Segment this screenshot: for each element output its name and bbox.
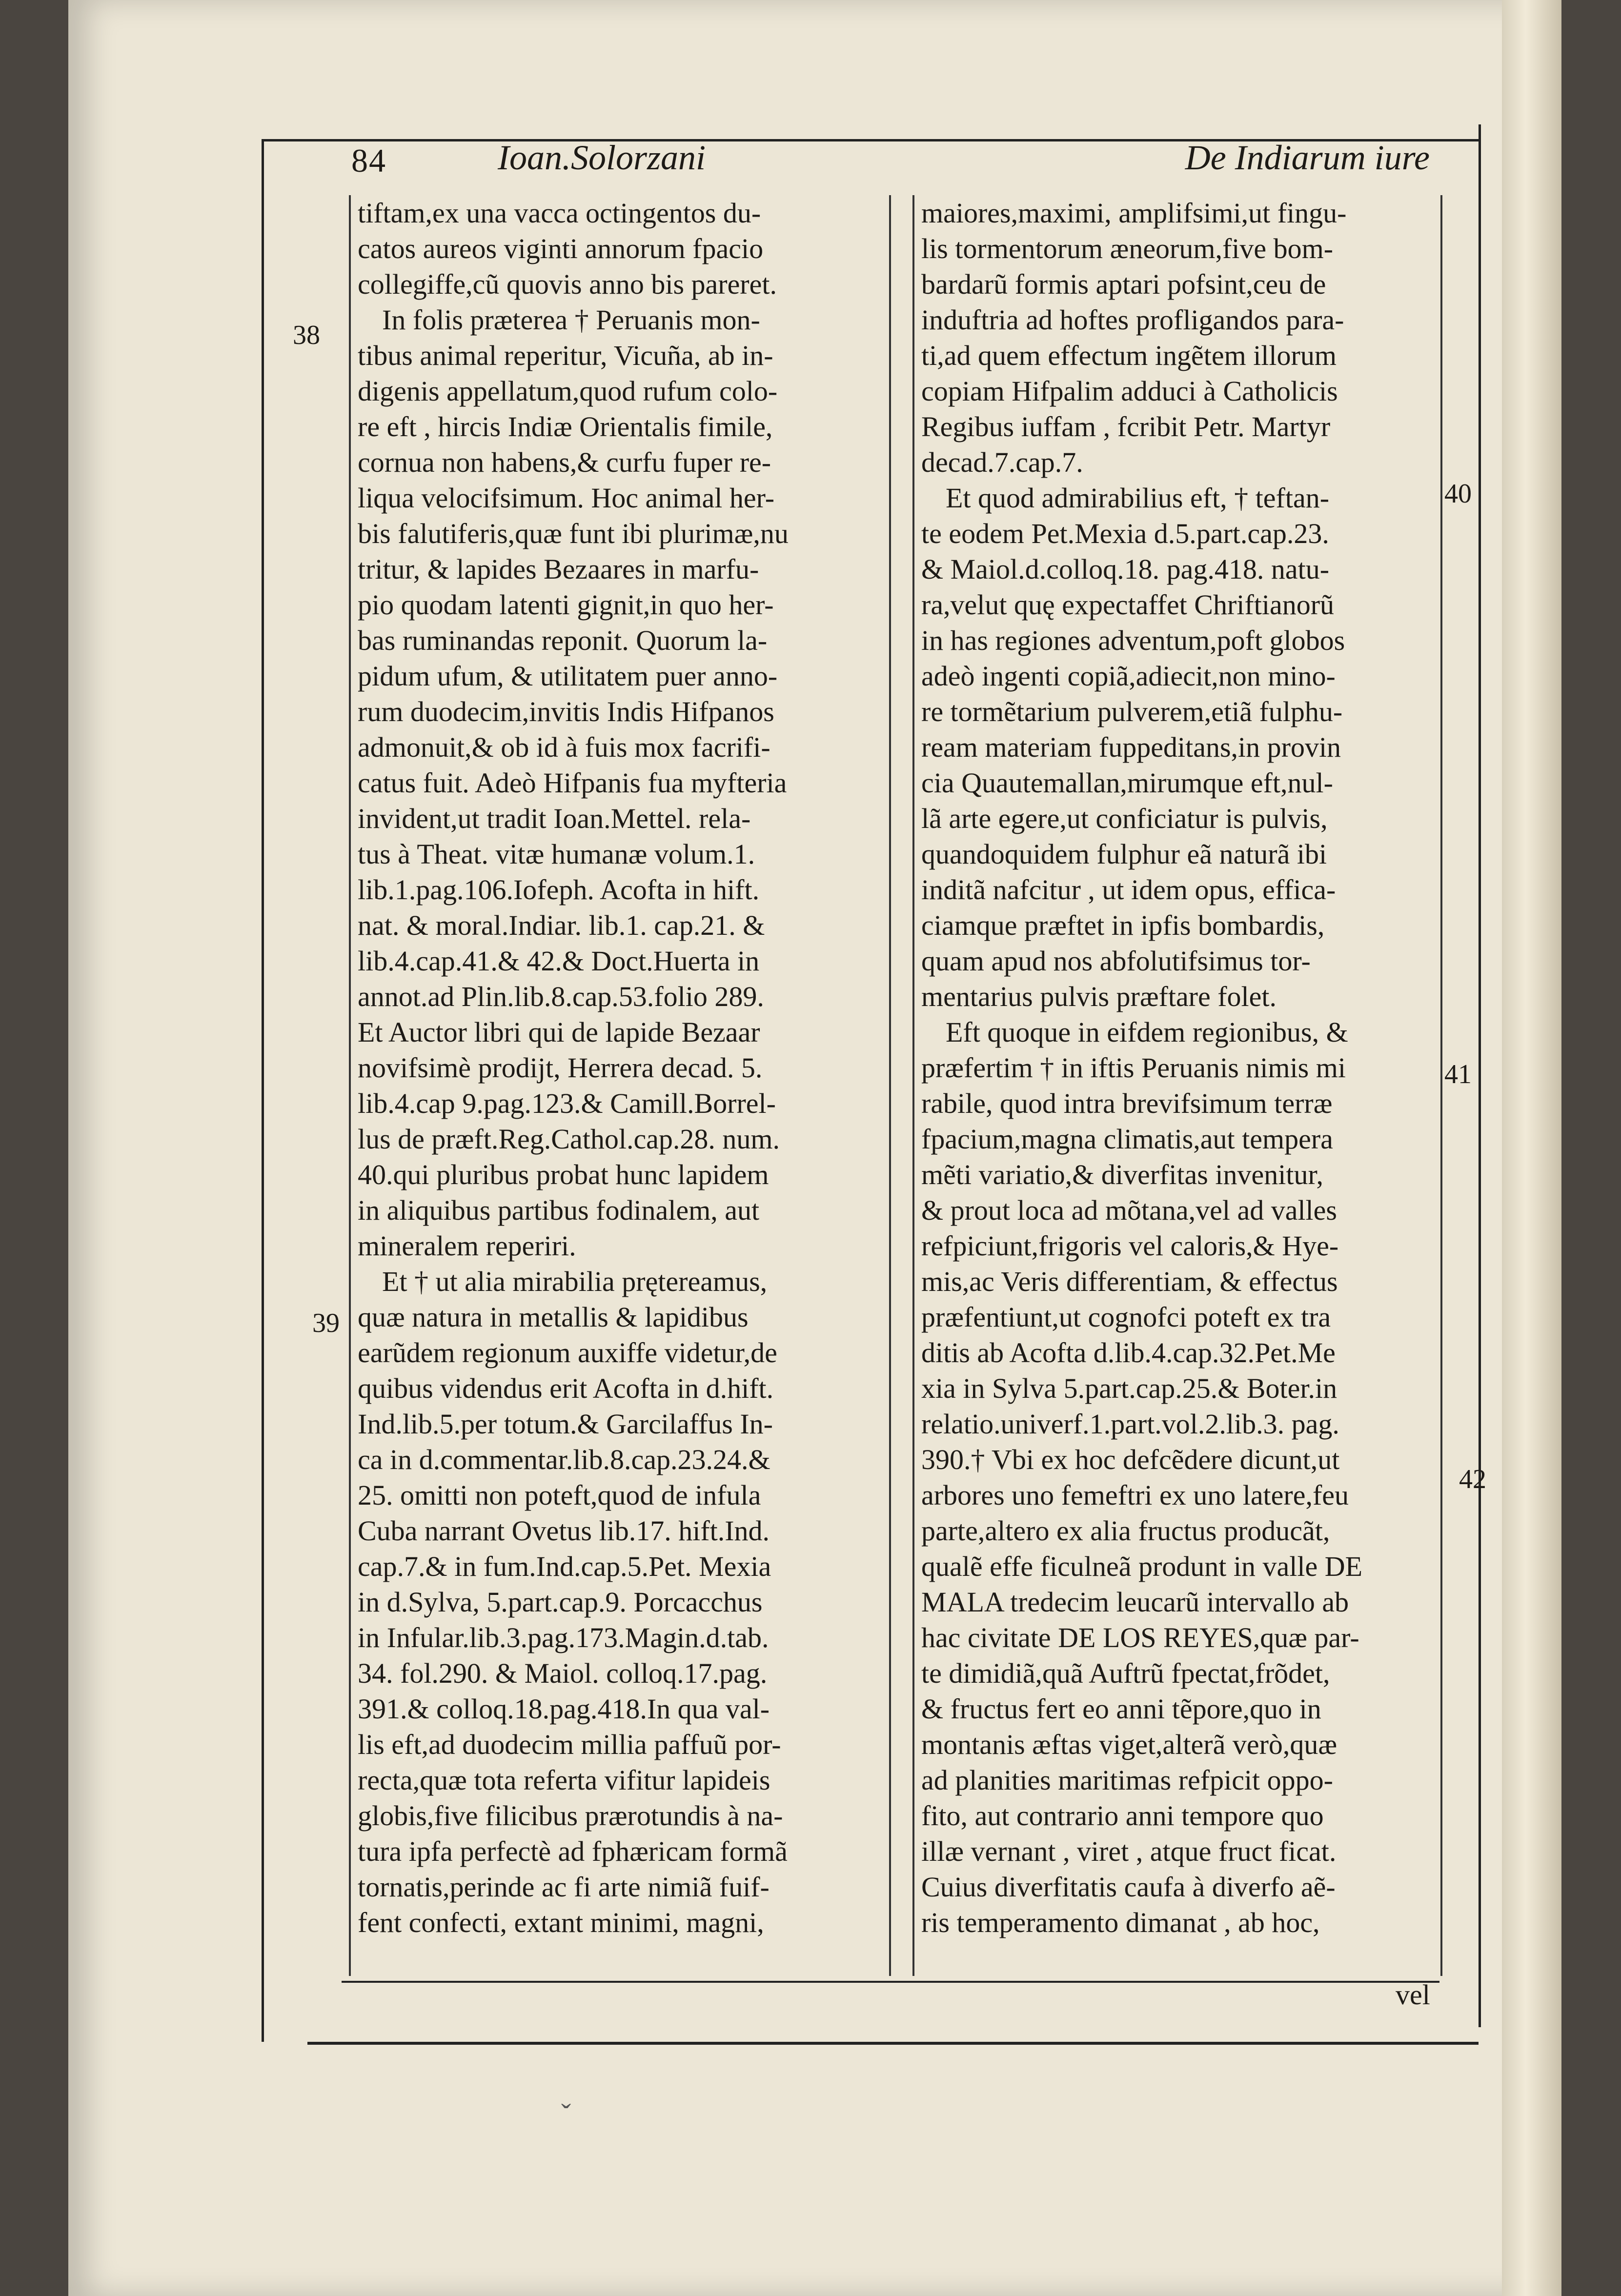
- text-line: Ind.lib.5.per totum.& Garcilaffus In-: [358, 1408, 773, 1440]
- text-line: lib.4.cap.41.& 42.& Doct.Huerta in: [358, 945, 760, 977]
- text-line: recta,quæ tota referta vifitur lapideis: [358, 1764, 770, 1796]
- text-line: ad planities maritimas refpicit oppo-: [921, 1764, 1333, 1796]
- text-line: MALA tredecim leucarũ intervallo ab: [921, 1586, 1349, 1618]
- running-head-author: Ioan.Solorzani: [498, 138, 706, 177]
- text-line: & prout loca ad mõtana,vel ad valles: [921, 1194, 1337, 1226]
- text-line: mineralem reperiri.: [358, 1230, 576, 1262]
- text-line: tritur, & lapides Bezaares in marfu-: [358, 553, 759, 585]
- folio-number: 84: [351, 142, 386, 179]
- text-line: in Infular.lib.3.pag.173.Magin.d.tab.: [358, 1622, 769, 1653]
- marginal-number-42: 42: [1459, 1464, 1486, 1494]
- text-line: tiftam,ex una vacca octingentos du-: [358, 197, 761, 229]
- text-line: tibus animal reperitur, Vicuña, ab in-: [358, 340, 773, 371]
- text-line: fito, aut contrario anni tempore quo: [921, 1800, 1324, 1832]
- text-line: ra,velut quę expectaffet Chriftianorũ: [921, 589, 1335, 621]
- text-line: 25. omitti non poteft,quod de infula: [358, 1479, 761, 1511]
- text-line: admonuit,& ob id à fuis mox facrifi-: [358, 731, 770, 763]
- text-line: xia in Sylva 5.part.cap.25.& Boter.in: [921, 1372, 1337, 1404]
- text-line: & fructus fert eo anni tẽpore,quo in: [921, 1693, 1321, 1725]
- text-line: ca in d.commentar.lib.8.cap.23.24.&: [358, 1444, 770, 1475]
- text-line: copiam Hifpalim adduci à Catholicis: [921, 375, 1338, 407]
- text-line: mis,ac Veris differentiam, & effectus: [921, 1266, 1338, 1297]
- text-line: In folis præterea † Peruanis mon-: [382, 304, 760, 336]
- text-line: lã arte egere,ut conficiatur is pulvis,: [921, 803, 1328, 834]
- text-line: lib.4.cap 9.pag.123.& Camill.Borrel-: [358, 1088, 776, 1119]
- text-line: Cuba narrant Ovetus lib.17. hift.Ind.: [358, 1515, 770, 1547]
- text-line: nat. & moral.Indiar. lib.1. cap.21. &: [358, 909, 765, 941]
- text-line: 34. fol.290. & Maiol. colloq.17.pag.: [358, 1657, 768, 1689]
- frame-rule-right: [1479, 124, 1481, 2027]
- text-line: in d.Sylva, 5.part.cap.9. Porcacchus: [358, 1586, 763, 1618]
- catchword: vel: [1396, 1979, 1430, 2011]
- text-line: collegiffe,cũ quovis anno bis pareret.: [358, 268, 777, 300]
- right-text-column: [912, 195, 1442, 1976]
- text-line: fpacium,magna climatis,aut tempera: [921, 1123, 1333, 1155]
- text-line: tus à Theat. vitæ humanæ volum.1.: [358, 838, 755, 870]
- text-line: adeò ingenti copiã,adiecit,non mino-: [921, 660, 1336, 692]
- text-line: inditã nafcitur , ut idem opus, effica-: [921, 874, 1336, 906]
- left-text-column: [349, 195, 891, 1976]
- text-line: ti,ad quem effectum ingẽtem illorum: [921, 340, 1337, 371]
- text-line: quandoquidem fulphur eã naturã ibi: [921, 838, 1327, 870]
- text-line: rabile, quod intra brevifsimum terræ: [921, 1088, 1333, 1119]
- text-line: lus de præft.Reg.Cathol.cap.28. num.: [358, 1123, 780, 1155]
- text-line: quam apud nos abfolutifsimus tor-: [921, 945, 1311, 977]
- text-line: maiores,maximi, amplifsimi,ut fingu-: [921, 197, 1347, 229]
- frame-rule-inner-bottom: [342, 1981, 1439, 1983]
- text-line: 390.† Vbi ex hoc defcẽdere dicunt,ut: [921, 1444, 1340, 1475]
- text-line: rum duodecim,invitis Indis Hifpanos: [358, 696, 774, 727]
- text-line: induftria ad hoftes profligandos para-: [921, 304, 1344, 336]
- text-line: invident,ut tradit Ioan.Mettel. rela-: [358, 803, 751, 834]
- text-line: quibus videndus erit Acofta in d.hift.: [358, 1372, 774, 1404]
- text-line: Et † ut alia mirabilia prętereamus,: [382, 1266, 768, 1297]
- text-line: relatio.univerf.1.part.vol.2.lib.3. pag.: [921, 1408, 1339, 1440]
- text-line: pio quodam latenti gignit,in quo her-: [358, 589, 774, 621]
- text-line: arbores uno femeftri ex uno latere,feu: [921, 1479, 1349, 1511]
- text-line: mentarius pulvis præftare folet.: [921, 981, 1277, 1012]
- text-line: cia Quautemallan,mirumque eft,nul-: [921, 767, 1333, 799]
- text-line: lis eft,ad duodecim millia paffuũ por-: [358, 1729, 781, 1760]
- text-line: Regibus iuffam , fcribit Petr. Martyr: [921, 411, 1331, 443]
- pen-mark: ˇ: [561, 2098, 571, 2131]
- text-line: digenis appellatum,quod rufum colo-: [358, 375, 778, 407]
- running-head-title: De Indiarum iure: [1185, 138, 1430, 177]
- text-line: catus fuit. Adeò Hifpanis fua myfteria: [358, 767, 787, 799]
- text-line: in has regiones adventum,poft globos: [921, 624, 1345, 656]
- text-line: te eodem Pet.Mexia d.5.part.cap.23.: [921, 518, 1329, 549]
- text-line: & Maiol.d.colloq.18. pag.418. natu-: [921, 553, 1330, 585]
- text-line: globis,five filicibus prærotundis à na-: [358, 1800, 783, 1832]
- text-line: Et quod admirabilius eft, † teftan-: [946, 482, 1330, 514]
- marginal-number-39: 39: [312, 1308, 340, 1338]
- marginal-number-40: 40: [1444, 479, 1472, 509]
- text-line: lis tormentorum æneorum,five bom-: [921, 233, 1334, 264]
- marginal-number-41: 41: [1444, 1059, 1472, 1089]
- text-line: annot.ad Plin.lib.8.cap.53.folio 289.: [358, 981, 764, 1012]
- frame-rule-left: [262, 139, 264, 2042]
- text-line: Eft quoque in eifdem regionibus, &: [946, 1016, 1348, 1048]
- marginal-number-38: 38: [293, 320, 320, 350]
- text-line: lib.1.pag.106.Iofeph. Acofta in hift.: [358, 874, 760, 906]
- text-line: cornua non habens,& curfu fuper re-: [358, 446, 771, 478]
- text-line: fent confecti, extant minimi, magni,: [358, 1907, 764, 1938]
- text-line: novifsimè prodijt, Herrera decad. 5.: [358, 1052, 763, 1084]
- text-line: in aliquibus partibus fodinalem, aut: [358, 1194, 760, 1226]
- text-line: re tormẽtarium pulverem,etiã fulphu-: [921, 696, 1343, 727]
- text-line: 391.& colloq.18.pag.418.In qua val-: [358, 1693, 770, 1725]
- text-line: 40.qui pluribus probat hunc lapidem: [358, 1159, 769, 1190]
- text-line: præfertim † in iftis Peruanis nimis mi: [921, 1052, 1346, 1084]
- text-line: qualẽ effe ficulneã produnt in valle DE: [921, 1551, 1363, 1582]
- text-line: tornatis,perinde ac fi arte nimiã fuif-: [358, 1871, 770, 1903]
- text-line: ditis ab Acofta d.lib.4.cap.32.Pet.Me: [921, 1337, 1336, 1369]
- text-line: earũdem regionum auxiffe videtur,de: [358, 1337, 777, 1369]
- text-line: bis falutiferis,quæ funt ibi plurimæ,nu: [358, 518, 789, 549]
- text-line: ciamque præftet in ipfis bombardis,: [921, 909, 1325, 941]
- text-line: bas ruminandas reponit. Quorum la-: [358, 624, 768, 656]
- text-line: hac civitate DE LOS REYES,quæ par-: [921, 1622, 1359, 1653]
- text-line: decad.7.cap.7.: [921, 446, 1083, 478]
- text-line: liqua velocifsimum. Hoc animal her-: [358, 482, 775, 514]
- text-line: cap.7.& in fum.Ind.cap.5.Pet. Mexia: [358, 1551, 771, 1582]
- text-line: bardarũ formis aptari pofsint,ceu de: [921, 268, 1326, 300]
- text-line: re eft , hircis Indiæ Orientalis fimile,: [358, 411, 773, 443]
- text-line: tura ipfa perfectè ad fphæricam formã: [358, 1835, 788, 1867]
- text-line: parte,altero ex alia fructus producãt,: [921, 1515, 1330, 1547]
- text-line: ream materiam fuppeditans,in provin: [921, 731, 1341, 763]
- text-line: illæ vernant , viret , atque fruct ficat.: [921, 1835, 1337, 1867]
- text-line: pidum ufum, & utilitatem puer anno-: [358, 660, 778, 692]
- text-line: Cuius diverfitatis caufa à diverfo aẽ-: [921, 1871, 1336, 1903]
- text-line: quæ natura in metallis & lapidibus: [358, 1301, 749, 1333]
- text-line: mẽti variatio,& diverfitas invenitur,: [921, 1159, 1323, 1190]
- page-header: [351, 132, 1430, 185]
- text-line: catos aureos viginti annorum fpacio: [358, 233, 764, 264]
- frame-rule-bottom: [307, 2042, 1479, 2045]
- text-line: ris temperamento dimanat , ab hoc,: [921, 1907, 1320, 1938]
- text-line: refpiciunt,frigoris vel caloris,& Hye-: [921, 1230, 1339, 1262]
- page-edge: [1502, 0, 1561, 2296]
- text-line: præfentiunt,ut cognofci poteft ex tra: [921, 1301, 1331, 1333]
- text-line: montanis æftas viget,alterã verò,quæ: [921, 1729, 1337, 1760]
- text-line: te dimidiã,quã Auftrũ fpectat,frõdet,: [921, 1657, 1330, 1689]
- text-line: Et Auctor libri qui de lapide Bezaar: [358, 1016, 760, 1048]
